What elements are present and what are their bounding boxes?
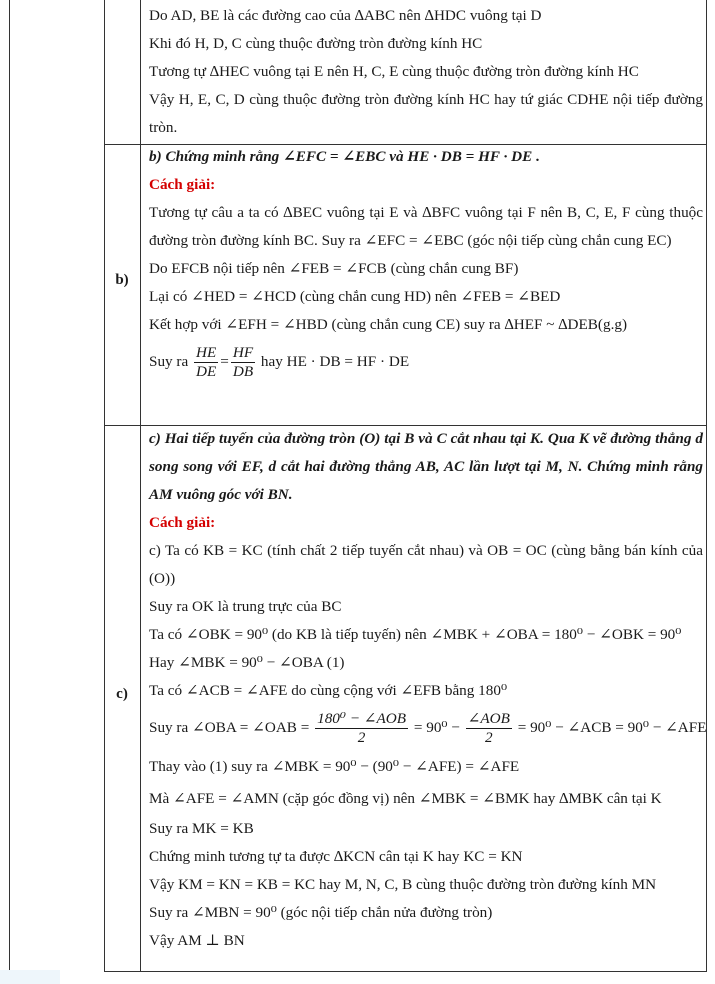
row-a-line: Tương tự ∆HEC vuông tại E nên H, C, E cùng thuộc đường tròn đường kính HC [149,63,639,80]
part-c-line: Ta có ∠ACB = ∠AFE do cùng cộng với ∠EFB bằng 180⁰ [149,682,508,699]
oba-mid: = 90⁰ − [413,719,460,736]
fraction-180-aob: $\frac{\text{180⁰ − ∠AOB}}{2}$ [317,710,407,747]
part-c-line: Suy ra OK là trung trực của BC [149,598,342,615]
table-border-divider [140,0,141,972]
fraction-aob: $\frac{\text{∠AOB}}{2}$ [467,710,510,747]
row-c-content [149,425,707,955]
part-b-line: Lại có ∠HED = ∠HCD (cùng chắn cung HD) nên ∠FEB = ∠BED [149,288,561,305]
oba-prefix: Suy ra ∠OBA = ∠OAB = [149,719,310,736]
part-c-line: Vậy AM ⊥ BN [149,932,245,949]
oba-suffix: = 90⁰ − ∠ACB = 90⁰ − ∠AFE [517,719,707,736]
suy-ra-prefix: Suy ra [149,353,189,370]
part-b-title: b) Chứng minh rằng ∠EFC = ∠EBC và HE · DB = HF · DE . [149,148,540,165]
part-b-conclusion: Suy ra $\frac{HE}{DE}$ = $\frac{HF}{DB}$ hay HE · DB = HF · DE [149,344,410,381]
part-b-line: Tương tự câu a ta có ∆BEC vuông tại E và ∆BFC vuông tại F nên B, C, E, F cùng thuộc đường tròn đường kính BC. Suy ra ∠EFC = ∠EBC (góc nội tiếp cùng chắn cung EC) [149,204,703,249]
part-c-line: Mà ∠AFE = ∠AMN (cặp góc đồng vị) nên ∠MBK = ∠BMK hay ∆MBK cân tại K [149,790,662,807]
part-c-line: Chứng minh tương tự ta được ∆KCN cân tại K hay KC = KN [149,848,523,865]
part-c-title: c) Hai tiếp tuyến của đường tròn (O) tại B và C cắt nhau tại K. Qua K vẽ đường thẳng d song song với EF, d cắt hai đường thẳng AB, AC lần lượt tại M, N. Chứng minh rằng AM vuông góc với BN. [149,430,703,503]
part-b-method-heading: Cách giải: [149,176,216,193]
fraction-he-de: $\frac{HE}{DE}$ [196,344,217,381]
part-c-line: Vậy KM = KN = KB = KC hay M, N, C, B cùng thuộc đường tròn đường kính MN [149,876,657,893]
part-c-line: c) Ta có KB = KC (tính chất 2 tiếp tuyến cắt nhau) và OB = OC (cùng bằng bán kính của (O)) [149,542,703,587]
row-a-line: Do AD, BE là các đường cao của ∆ABC nên ∆HDC vuông tại D [149,7,542,24]
row-a-line: Vậy H, E, C, D cùng thuộc đường tròn đường kính HC hay tứ giác CDHE nội tiếp đường tròn. [149,91,703,136]
suy-ra-suffix: hay HE · DB = HF · DE [260,353,410,370]
row-a-content [149,2,703,142]
part-c-line: Thay vào (1) suy ra ∠MBK = 90⁰ − (90⁰ − ∠AFE) = ∠AFE [149,758,520,775]
part-label-b: b) [115,272,129,288]
table-border-left [9,0,10,972]
table-border-right [706,0,707,972]
part-b-line: Do EFCB nội tiếp nên ∠FEB = ∠FCB (cùng chắn cung BF) [149,260,519,277]
part-c-line: Suy ra ∠MBN = 90⁰ (góc nội tiếp chắn nửa đường tròn) [149,904,493,921]
row-b-content [149,143,703,385]
table-border-label [104,0,105,972]
part-c-method-heading: Cách giải: [149,514,216,531]
part-c-line: Ta có ∠OBK = 90⁰ (do KB là tiếp tuyến) nên ∠MBK + ∠OBA = 180⁰ − ∠OBK = 90⁰ [149,626,682,643]
corner-decoration [0,970,60,984]
fraction-hf-db: $\frac{HF}{DB}$ [232,344,254,381]
part-c-line: Suy ra MK = KB [149,820,254,837]
row-a-line: Khi đó H, D, C cùng thuộc đường tròn đường kính HC [149,35,483,52]
part-b-line: Kết hợp với ∠EFH = ∠HBD (cùng chắn cung CE) suy ra ∆HEF ~ ∆DEB(g.g) [149,316,628,333]
table-border-bottom [104,971,707,972]
part-c-angle-equation [149,705,707,751]
part-label-c: c) [116,686,128,702]
part-c-line: Hay ∠MBK = 90⁰ − ∠OBA (1) [149,654,345,671]
